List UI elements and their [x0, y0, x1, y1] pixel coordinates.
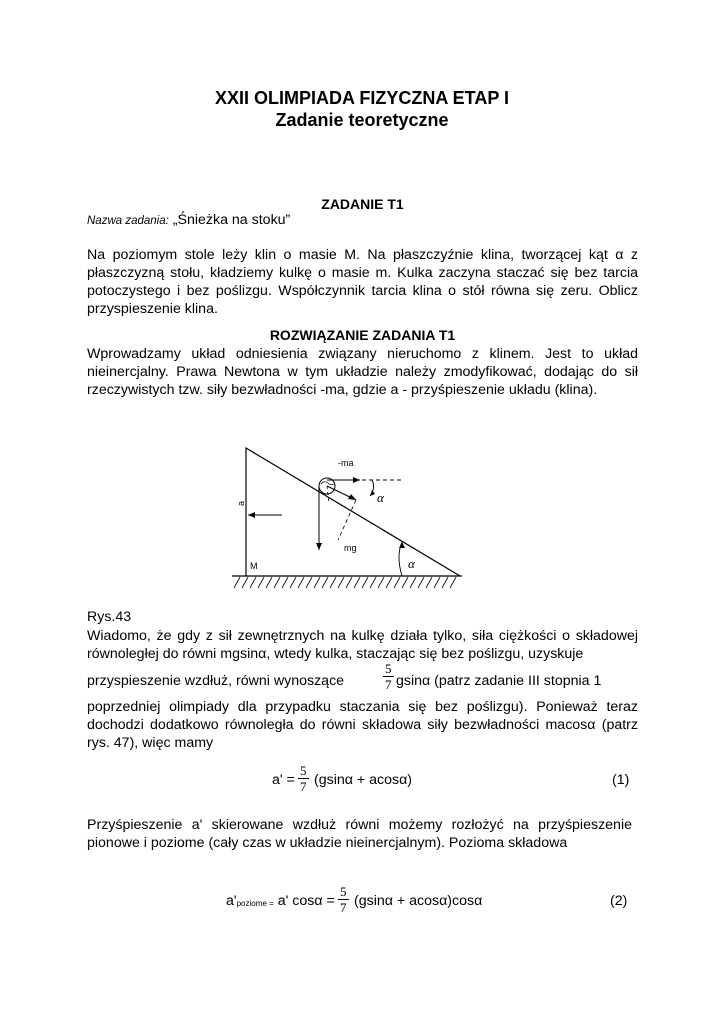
- task-text: Na poziomym stole leży klin o masie M. Na płaszczyźnie klina, tworzącej kąt α z płaszczyzną stołu, kładziemy kulkę o masie m. Kulka zaczyna staczać się bez tarcia potoczystego i bez poślizgu. Współczynnik tarcia klina o stół równa się zeru. Oblicz przyspieszenie klina.: [87, 247, 638, 317]
- eq2-rhs: (gsinα + acosα)cosα: [354, 893, 483, 909]
- label-alpha-top: α: [377, 490, 384, 505]
- task-name: [87, 212, 290, 228]
- solution-heading: ROZWIĄZANIE ZADANIA T1: [269, 327, 456, 343]
- label-minus-ma: -ma: [338, 458, 354, 468]
- eq2-fraction: $\frac{5}{7}$: [340, 884, 347, 915]
- page-title: XXII OLIMPIADA FIZYCZNA ETAP I: [214, 88, 509, 108]
- task-name-value: „Śnieżka na stoku”: [172, 212, 291, 228]
- fraction-5-7: $\frac{5}{7}$: [385, 661, 392, 692]
- task-heading: ZADANIE T1: [321, 196, 404, 212]
- p2b-post: gsinα (patrz zadanie III stopnia 1: [396, 673, 602, 689]
- paragraph-2b: [87, 662, 638, 696]
- label-alpha-base: α: [408, 556, 415, 571]
- label-M: M: [250, 561, 258, 571]
- eq1-rhs: (gsinα + acosα): [314, 772, 413, 788]
- paragraph-3: Przyśpieszenie a' skierowane wzdłuż równi możemy rozłożyć na przyśpieszenie pionowe i poziome (cały czas w układzie nieinercjalnym). Pozioma składowa: [87, 817, 632, 851]
- label-mg: mg: [344, 543, 357, 553]
- paragraph-2a: Wiadomo, że gdy z sił zewnętrznych na kulkę działa tylko, siła ciężkości o składowej równoległej do równi mgsinα, wtedy kulka, staczając się bez poślizgu, uzyskuje: [87, 628, 638, 662]
- ground-hatching: [234, 577, 456, 588]
- paragraph-2c: poprzedniej olimpiady dla przypadku staczania się bez poślizgu). Ponieważ teraz dochodzi dodatkowo równoległa do równi składowa siły bezwładności macosα (patrz rys. 47), więc mamy: [87, 699, 638, 751]
- page-subtitle: Zadanie teoretyczne: [275, 110, 449, 130]
- eq1-lhs: a' =: [272, 772, 295, 788]
- eq1-number: (1): [612, 772, 630, 788]
- eq2-number: (2): [610, 893, 628, 909]
- equation-2: [0, 883, 724, 923]
- p2b-pre: przyspieszenie wzdłuż, równi wynoszące: [87, 673, 345, 689]
- dashed-normal: [338, 500, 356, 540]
- solution-intro: Wprowadzamy układ odniesienia związany nieruchomo z klinem. Jest to układ nieinercjalny. Prawa Newtona w tym układzie należy zmodyfikować, dodając do sił rzeczywistych tzw. siły bezwładności -ma, gdzie a - przyśpieszenie układu (klina).: [87, 346, 638, 398]
- equation-1: [0, 762, 724, 802]
- arrowhead-icon: [353, 477, 360, 483]
- task-name-label: Nazwa zadania:: [87, 215, 169, 227]
- arrowhead-icon: [248, 512, 255, 518]
- arrowhead-icon: [316, 543, 322, 550]
- label-a: a: [236, 500, 246, 506]
- eq1-fraction: $\frac{5}{7}$: [300, 763, 307, 794]
- eq2-lhs: $a'_{poziome =}$ a' cosα =: [226, 893, 335, 909]
- wedge-figure: [226, 440, 466, 600]
- arrowhead-icon: [348, 494, 356, 500]
- figure-caption: Rys.43: [87, 609, 132, 625]
